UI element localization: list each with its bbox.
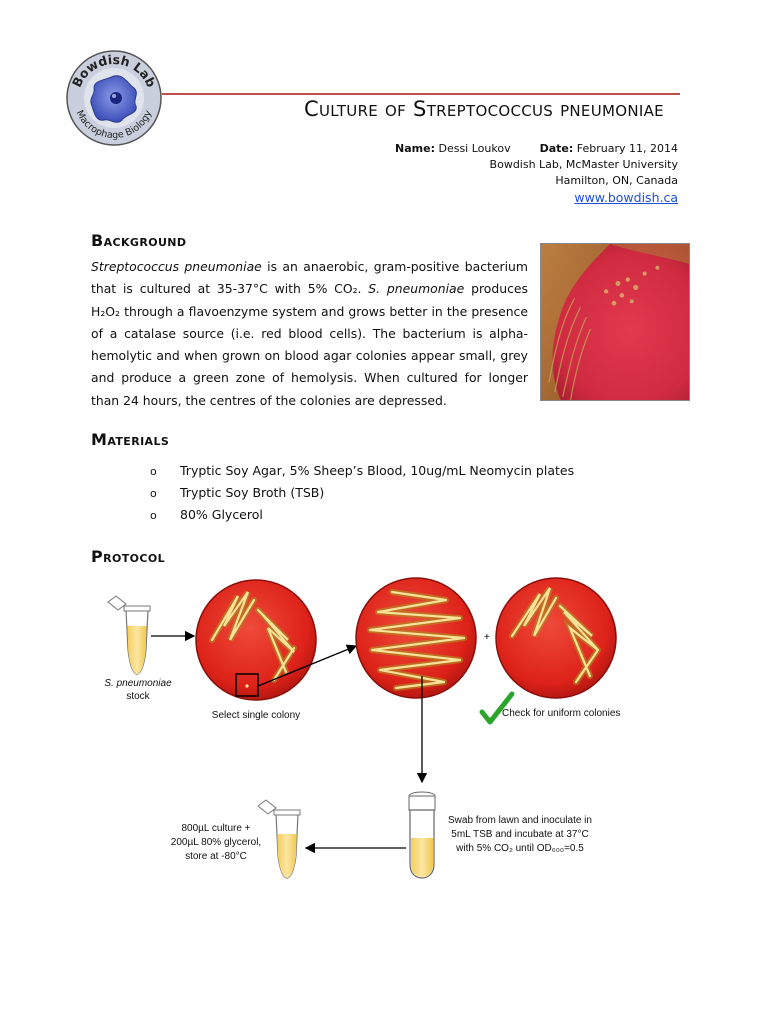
protocol-diagram — [0, 560, 768, 900]
swab-caption-2: 5mL TSB and incubate at 37°C — [451, 829, 589, 840]
website-link[interactable]: www.bowdish.ca — [574, 190, 678, 205]
plus-sign: + — [484, 632, 490, 643]
svg-text:Bowdish Lab: Bowdish Lab — [68, 51, 160, 90]
protocol-heading: Protocol — [91, 547, 166, 566]
blood-agar-photo — [540, 243, 690, 401]
swab-caption-1: Swab from lawn and inoculate in — [448, 815, 592, 826]
store-caption-2: 200µL 80% glycerol, — [170, 837, 262, 848]
affiliation: Bowdish Lab, McMaster University — [489, 158, 678, 171]
store-caption-1: 800µL culture + — [181, 823, 251, 834]
check-caption: Check for uniform colonies — [502, 708, 621, 719]
tsb-tube — [409, 792, 435, 878]
background-paragraph: Streptococcus pneumoniae is an anaerobic, gram-positive bacterium that is cultured at 35-37°C with 5% CO₂. S. pneumoniae produces H₂O₂ through a flavoenzyme system and grows better in the presence of a catalase source (i.e. red blood cells). The bacterium is alpha-hemolytic and when grown on blood agar colonies appear small, grey and produce a green zone of hemolysis. When cultured for longer than 24 hours, the centres of the colonies are depressed. — [91, 259, 528, 408]
stock-label-2: stock — [126, 691, 150, 702]
author-date-line — [395, 141, 678, 157]
stock-tube — [108, 596, 150, 674]
svg-text:Macrophage Biology: Macrophage Biology — [73, 108, 155, 142]
streak-plate-2 — [356, 578, 476, 698]
logo-lettering — [64, 48, 164, 148]
select-colony-caption: Select single colony — [211, 710, 301, 721]
page-title: Culture of Streptococcus pneumoniae — [304, 97, 664, 121]
store-caption-3: store at -80°C — [185, 851, 247, 862]
date-label: Date: — [539, 142, 574, 155]
background-heading: Background — [91, 231, 187, 250]
header-rule — [162, 93, 680, 95]
location: Hamilton, ON, Canada — [555, 174, 678, 187]
list-item: o 80% Glycerol — [150, 507, 263, 522]
name-label: Name: — [395, 142, 435, 155]
streak-plate-3 — [496, 578, 616, 698]
swab-caption-3: with 5% CO₂ until OD₆₀₀=0.5 — [456, 843, 584, 854]
date-value: February 11, 2014 — [576, 142, 678, 155]
name-value: Dessi Loukov — [438, 142, 511, 155]
materials-heading: Materials — [91, 430, 170, 449]
materials-list — [150, 460, 574, 526]
list-item: o Tryptic Soy Agar, 5% Sheep’s Blood, 10ug/mL Neomycin plates — [150, 463, 575, 478]
streak-plate-1 — [196, 580, 316, 700]
list-item: o Tryptic Soy Broth (TSB) — [150, 485, 325, 500]
stock-label: S. pneumoniae — [104, 678, 172, 689]
